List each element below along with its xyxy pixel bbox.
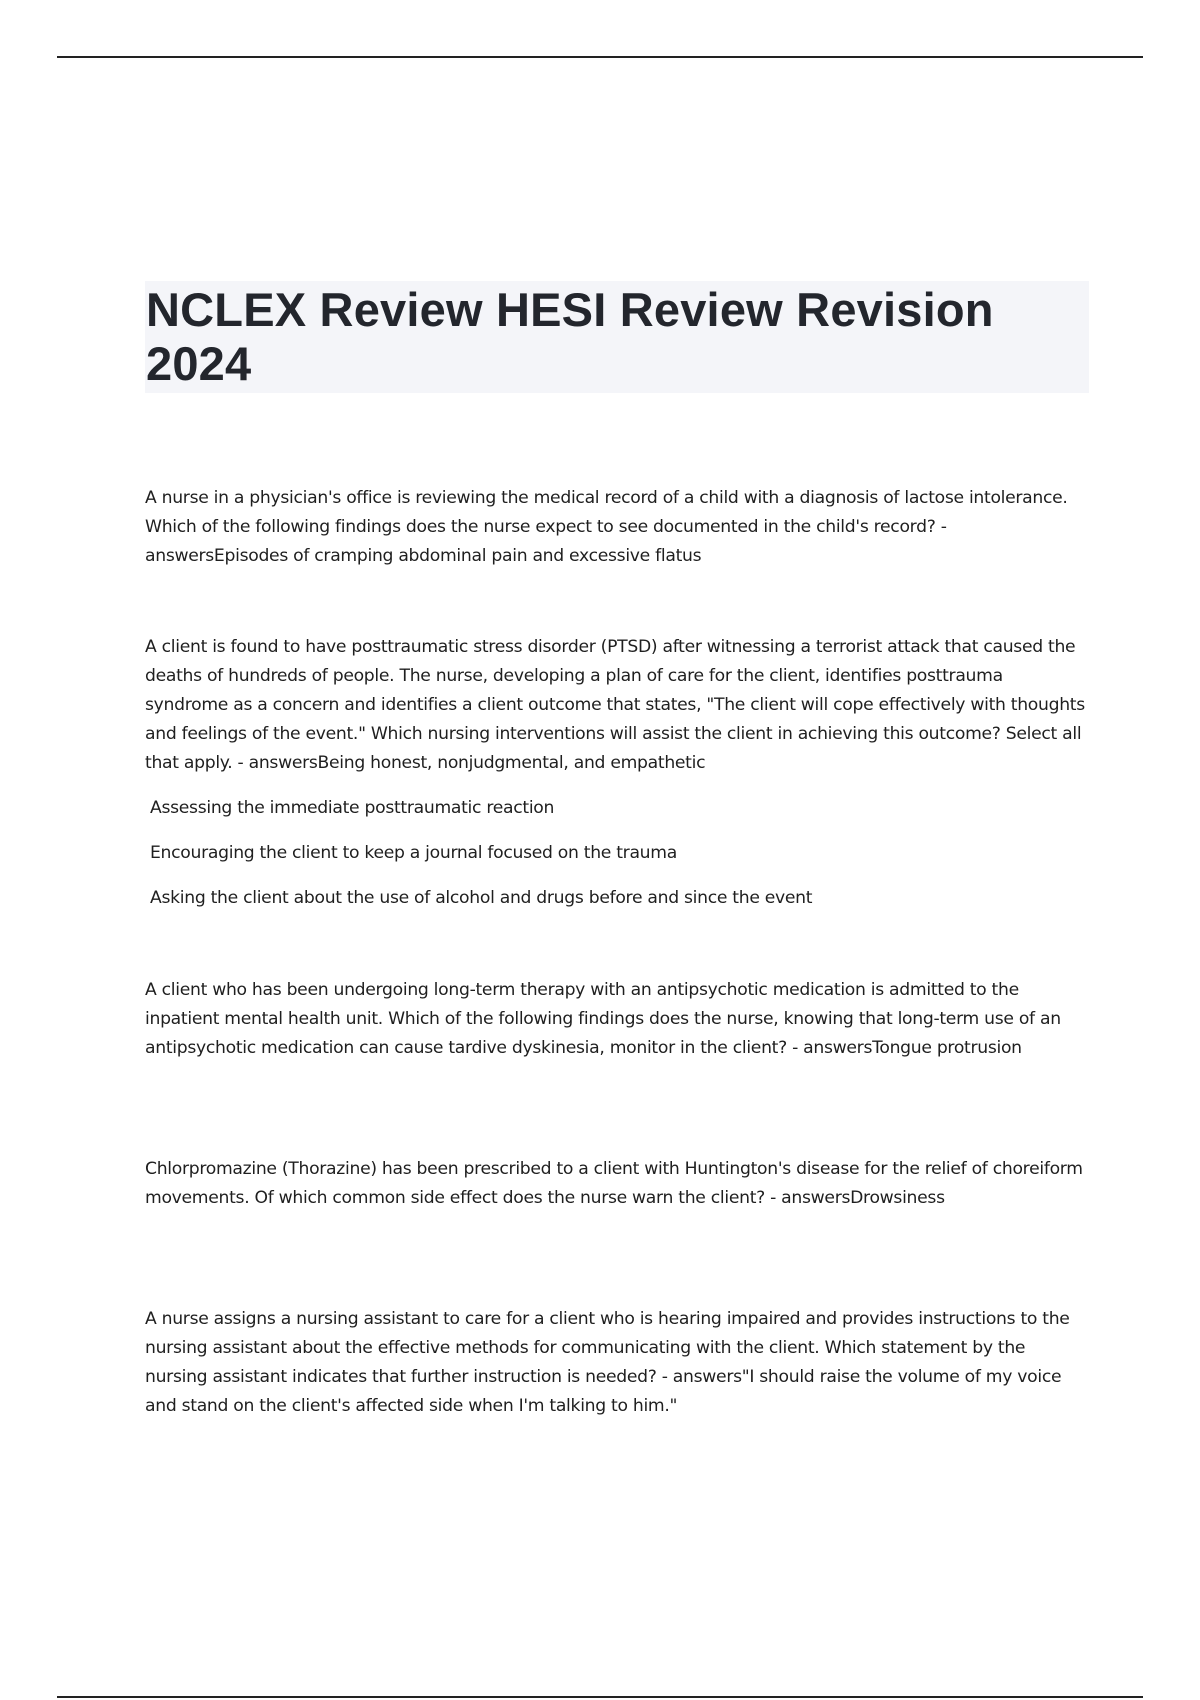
document-title: NCLEX Review HESI Review Revision 2024 [146,283,994,390]
question-2: A client is found to have posttraumatic stress disorder (PTSD) after witnessing a terrorist attack that caused the deaths of hundreds of people. The nurse, developing a plan of care for the client, identifies posttrauma syndrome as a concern and identifies a client outcome that states, "The client will cope effectively with thoughts and feelings of the event." Which nursing interventions will assist the client in achieving this outcome? Select all that apply. - answersBeing honest, nonjudgmental, and empathetic [145,637,1085,773]
question-4: Chlorpromazine (Thorazine) has been prescribed to a client with Huntington's disease for the relief of choreiform movements. Of which common side effect does the nurse warn the client? - answersDrowsiness [145,1159,1083,1208]
question-2-option-2: Encouraging the client to keep a journal focused on the trauma [150,843,677,863]
question-2-option-1: Assessing the immediate posttraumatic reaction [150,798,555,818]
question-5: A nurse assigns a nursing assistant to care for a client who is hearing impaired and provides instructions to the nursing assistant about the effective methods for communicating with the client. Which statement by the nursing assistant indicates that further instruction is needed? - answers"I should raise the volume of my voice and stand on the client's affected side when I'm talking to him." [145,1309,1070,1416]
bottom-rule [57,1696,1143,1698]
question-3: A client who has been undergoing long-term therapy with an antipsychotic medication is admitted to the inpatient mental health unit. Which of the following findings does the nurse, knowing that long-term use of an antipsychotic medication can cause tardive dyskinesia, monitor in the client? - answersTongue protrusion [145,980,1061,1058]
question-1: A nurse in a physician's office is reviewing the medical record of a child with a diagnosis of lactose intolerance. Which of the following findings does the nurse expect to see documented in the child's record? - answersEpisodes of cramping abdominal pain and excessive flatus [145,488,1068,566]
question-2-option-3: Asking the client about the use of alcohol and drugs before and since the event [150,888,813,908]
top-rule [57,56,1143,58]
